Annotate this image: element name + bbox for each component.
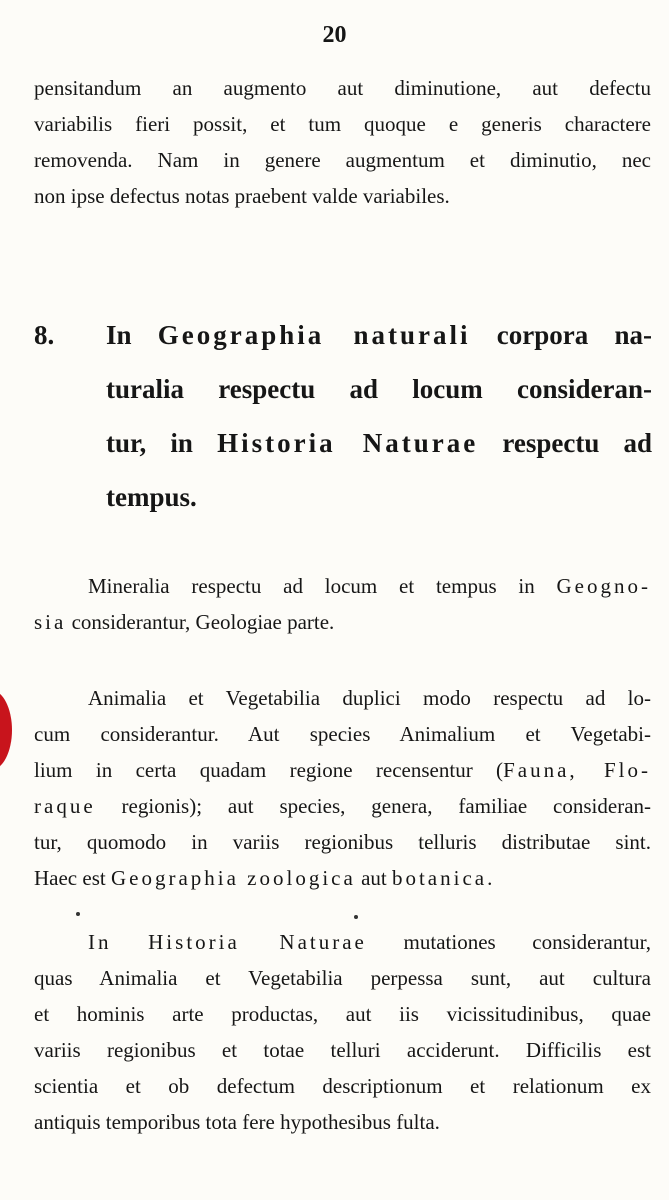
spaced-term: Geogno- [556,574,651,598]
paragraph-animalia [34,680,651,896]
heading-word: tur, in [106,428,193,458]
text-line [34,604,651,640]
text-line: antiquis temporibus tota fere hypothesibus fulta. [34,1110,440,1134]
section-number: 8. [34,320,55,350]
heading-line [106,308,652,362]
spaced-term: Historia Naturae [148,930,367,954]
section-heading-text [106,308,652,524]
ink-speck [76,912,80,916]
text-run: aut [361,866,387,890]
text-line [34,788,651,824]
spaced-term: raque [34,794,96,818]
text-run: Haec est [34,866,106,890]
heading-spaced-term: Geographia naturali [157,320,471,350]
text-line: non ipse defectus notas praebent valde variabiles. [34,184,450,208]
heading-line: turalia respectu ad locum consideran- [106,374,652,404]
heading-word: In [106,320,132,350]
heading-line: tempus. [106,482,197,512]
text-line: cum considerantur. Aut species Animalium et Vegetabi- [34,722,651,746]
text-line [34,860,651,896]
text-line: et hominis arte productas, aut iis vicissitudinibus, quae [34,1002,651,1026]
heading-line [106,416,652,470]
text-line: pensitandum an augmento aut diminutione, aut defectu [34,76,651,100]
heading-word: corpora na- [496,320,653,350]
page-number: 20 [322,22,347,48]
heading-spaced-term: Historia Naturae [217,428,479,458]
text-line: variis regionibus et totae telluri acciderunt. Difficilis est [34,1038,651,1062]
text-line: variabilis fieri possit, et tum quoque e generis charactere [34,112,651,136]
intro-paragraph [34,70,651,214]
heading-word: respectu ad [502,428,653,458]
text-line: removenda. Nam in genere augmentum et diminutio, nec [34,148,651,172]
text-line [34,568,651,604]
spaced-term: In [88,930,112,954]
text-run: Mineralia respectu ad locum et tempus in [88,574,535,598]
text-run: mutationes considerantur, [403,930,652,954]
text-line: tur, quomodo in variis regionibus telluris distributae sint. [34,830,651,854]
binding-stain [0,690,12,770]
text-line: quas Animalia et Vegetabilia perpessa sunt, aut cultura [34,966,651,990]
spaced-term: botanica [391,866,488,890]
text-line [34,924,651,960]
text-run: regionis); aut species, genera, familiae consideran- [121,794,652,818]
spaced-term: Fauna, Flo- [503,758,652,782]
text-run: considerantur, Geologiae parte. [71,610,335,634]
text-line [34,752,651,788]
spaced-term: sia [34,610,67,634]
text-line: scientia et ob defectum descriptionum et relationum ex [34,1074,651,1098]
spaced-term: Geographia zoologica [110,866,356,890]
text-run: lium in certa quadam regione recensentur ( [34,758,504,782]
ink-speck [354,915,358,919]
paragraph-historia [34,924,651,1140]
text-run: . [487,866,493,890]
paragraph-mineralia [34,568,651,640]
text-line: Animalia et Vegetabilia duplici modo respectu ad lo- [88,686,651,710]
